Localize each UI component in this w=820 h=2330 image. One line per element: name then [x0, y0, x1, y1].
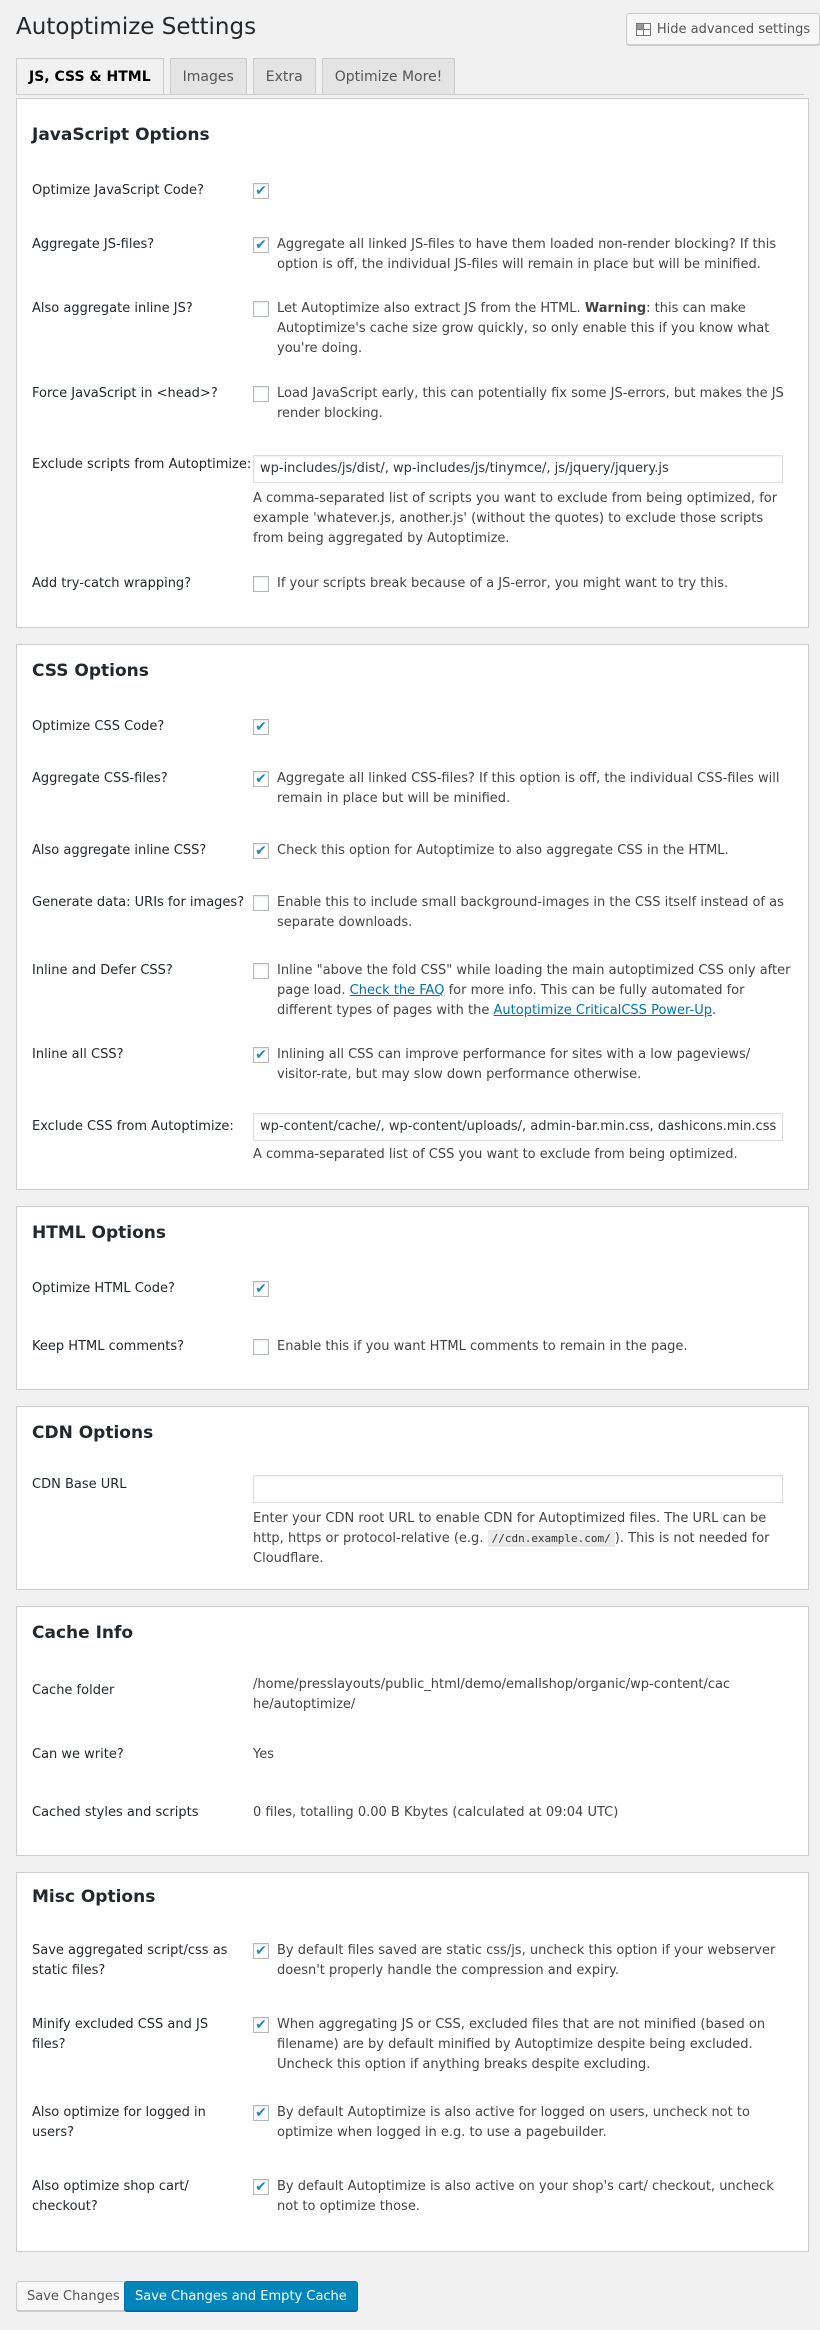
logged-in-text: By default Autoptimize is also active for logged on users, uncheck not to optimize when logged in e.g. to use a pagebuilder. — [277, 2105, 750, 2140]
cache-info-panel — [16, 1606, 809, 1856]
criticalcss-powerup-link[interactable]: Autoptimize CriticalCSS Power-Up — [493, 1003, 713, 1018]
can-write-value: Yes — [253, 1747, 274, 1762]
optimize-js-checkbox[interactable] — [253, 183, 269, 199]
logged-in-checkbox[interactable] — [253, 2105, 269, 2121]
inline-all-css-checkbox[interactable] — [253, 1047, 269, 1063]
cdn-options-heading: CDN Options — [32, 1423, 154, 1443]
tab-optimize-more[interactable]: Optimize More! — [322, 58, 456, 94]
keep-comments-text: Enable this if you want HTML comments to remain in the page. — [277, 1339, 688, 1354]
page-title: Autoptimize Settings — [16, 14, 257, 40]
defer-css-text: Inline "above the fold CSS" while loading the main autoptimized CSS only after page load. Check the FAQ for more info. This can be fully automated for different types of pages with the Autoptimize CriticalCSS Power-Up. — [277, 963, 791, 1018]
aggregate-css-label: Aggregate CSS-files? — [32, 771, 168, 786]
keep-comments-checkbox[interactable] — [253, 1339, 269, 1355]
tab-extra[interactable]: Extra — [253, 58, 316, 94]
inline-all-css-label: Inline all CSS? — [32, 1047, 124, 1062]
optimize-html-label: Optimize HTML Code? — [32, 1281, 175, 1296]
shop-cart-text: By default Autoptimize is also active on your shop's cart/ checkout, uncheck not to optimize those. — [277, 2179, 774, 2214]
save-and-empty-cache-button[interactable]: Save Changes and Empty Cache — [124, 2281, 358, 2311]
optimize-html-checkbox[interactable] — [253, 1281, 269, 1297]
optimize-css-checkbox[interactable] — [253, 719, 269, 735]
cdn-url-label: CDN Base URL — [32, 1477, 127, 1492]
inline-css-label: Also aggregate inline CSS? — [32, 843, 207, 858]
css-options-heading: CSS Options — [32, 661, 149, 681]
trycatch-text: If your scripts break because of a JS-error, you might want to try this. — [277, 576, 729, 591]
trycatch-label: Add try-catch wrapping? — [32, 576, 192, 591]
static-files-text: By default files saved are static css/js, uncheck this option if your webserver doesn't properly handle the compression and expiry. — [277, 1943, 776, 1978]
trycatch-checkbox[interactable] — [253, 576, 269, 592]
logged-in-label: Also optimize for logged in users? — [32, 2105, 206, 2140]
cached-files-label: Cached styles and scripts — [32, 1805, 199, 1820]
defer-css-label: Inline and Defer CSS? — [32, 963, 173, 978]
inline-all-css-text: Inlining all CSS can improve performance for sites with a low pageviews/ visitor-rate, but may slow down performance otherwise. — [277, 1047, 751, 1082]
cache-info-heading: Cache Info — [32, 1623, 134, 1643]
minify-excluded-text: When aggregating JS or CSS, excluded files that are not minified (based on filename) are by default minified by Autoptimize despite being excluded. Uncheck this option if anything breaks despite excluding. — [277, 2017, 766, 2072]
aggregate-js-label: Aggregate JS-files? — [32, 237, 155, 252]
inline-js-text: Let Autoptimize also extract JS from the HTML. Warning: this can make Autoptimize's cache size grow quickly, so only enable this if you know what you're doing. — [277, 301, 770, 356]
exclude-css-description: A comma-separated list of CSS you want to exclude from being optimized. — [253, 1147, 738, 1162]
static-files-checkbox[interactable] — [253, 1943, 269, 1959]
minify-excluded-label: Minify excluded CSS and JS files? — [32, 2017, 209, 2052]
inline-css-checkbox[interactable] — [253, 843, 269, 859]
force-head-label: Force JavaScript in <head>? — [32, 386, 218, 401]
defer-css-checkbox[interactable] — [253, 963, 269, 979]
shop-cart-label: Also optimize shop cart/ checkout? — [32, 2179, 189, 2214]
cdn-example-code: //cdn.example.com/ — [488, 1530, 615, 1547]
cached-files-value: 0 files, totalling 0.00 B Kbytes (calculated at 09:04 UTC) — [253, 1805, 619, 1820]
tab-images[interactable]: Images — [170, 58, 247, 94]
css-options-panel — [16, 644, 809, 1190]
javascript-options-heading: JavaScript Options — [32, 125, 210, 145]
save-changes-button[interactable]: Save Changes — [16, 2281, 131, 2311]
datauris-checkbox[interactable] — [253, 895, 269, 911]
aggregate-js-checkbox[interactable] — [253, 237, 269, 253]
inline-js-checkbox[interactable] — [253, 301, 269, 317]
static-files-label: Save aggregated script/css as static files? — [32, 1943, 228, 1978]
html-options-panel — [16, 1206, 809, 1390]
inline-css-text: Check this option for Autoptimize to also aggregate CSS in the HTML. — [277, 843, 729, 858]
cache-folder-value: /home/presslayouts/public_html/demo/emallshop/organic/wp-content/cache/autoptimize/ — [253, 1677, 731, 1712]
javascript-options-panel — [16, 98, 809, 628]
hide-advanced-label: Hide advanced settings — [656, 21, 811, 37]
force-head-checkbox[interactable] — [253, 386, 269, 402]
exclude-js-input[interactable]: wp-includes/js/dist/, wp-includes/js/tinymce/, js/jquery/jquery.js — [253, 455, 783, 483]
tab-divider — [16, 94, 804, 95]
force-head-text: Load JavaScript early, this can potentially fix some JS-errors, but makes the JS render blocking. — [277, 386, 784, 421]
html-options-heading: HTML Options — [32, 1223, 166, 1243]
can-write-label: Can we write? — [32, 1747, 124, 1762]
check-faq-link[interactable]: Check the FAQ — [349, 983, 445, 998]
settings-grid-icon — [636, 23, 651, 36]
tab-js-css-html[interactable]: JS, CSS & HTML — [16, 58, 164, 95]
hide-advanced-settings-button[interactable] — [626, 13, 820, 45]
cdn-url-description: Enter your CDN root URL to enable CDN for Autoptimized files. The URL can be http, https or protocol-relative (e.g. //cdn.example.com/ ). This is not needed for Cloudflare. — [253, 1511, 770, 1566]
minify-excluded-checkbox[interactable] — [253, 2017, 269, 2033]
aggregate-css-checkbox[interactable] — [253, 771, 269, 787]
misc-options-heading: Misc Options — [32, 1887, 156, 1907]
cdn-options-panel — [16, 1406, 809, 1590]
exclude-css-input[interactable]: wp-content/cache/, wp-content/uploads/, admin-bar.min.css, dashicons.min.css — [253, 1113, 783, 1141]
exclude-js-description: A comma-separated list of scripts you want to exclude from being optimized, for example 'whatever.js, another.js' (without the quotes) to exclude those scripts from being aggregated by Autoptimize. — [253, 491, 778, 546]
aggregate-css-text: Aggregate all linked CSS-files? If this option is off, the individual CSS-files will remain in place but will be minified. — [277, 771, 780, 806]
aggregate-js-text: Aggregate all linked JS-files to have them loaded non-render blocking? If this option is off, the individual JS-files will remain in place but will be minified. — [277, 237, 777, 272]
datauris-label: Generate data: URIs for images? — [32, 895, 245, 910]
datauris-text: Enable this to include small background-images in the CSS itself instead of as separate downloads. — [277, 895, 784, 930]
shop-cart-checkbox[interactable] — [253, 2179, 269, 2195]
exclude-js-label: Exclude scripts from Autoptimize: — [32, 457, 252, 472]
keep-comments-label: Keep HTML comments? — [32, 1339, 185, 1354]
tab-bar — [16, 58, 455, 95]
misc-options-panel — [16, 1872, 809, 2252]
cache-folder-label: Cache folder — [32, 1683, 115, 1698]
optimize-css-label: Optimize CSS Code? — [32, 719, 165, 734]
optimize-js-label: Optimize JavaScript Code? — [32, 183, 204, 198]
cdn-url-input[interactable] — [253, 1475, 783, 1503]
exclude-css-label: Exclude CSS from Autoptimize: — [32, 1119, 234, 1134]
inline-js-label: Also aggregate inline JS? — [32, 301, 193, 316]
